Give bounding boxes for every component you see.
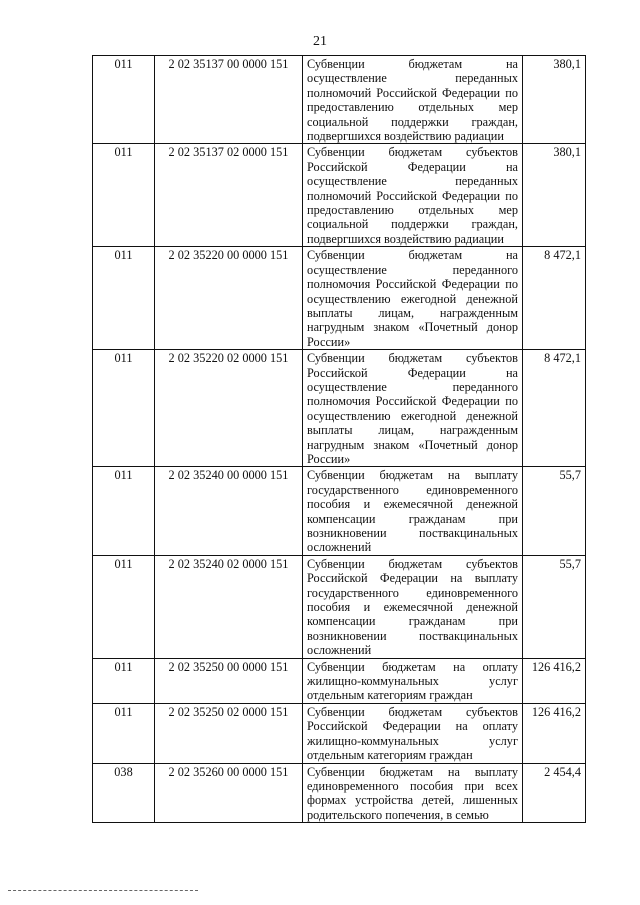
- amount-cell: 8 472,1: [523, 247, 586, 350]
- amount-cell: 126 416,2: [523, 703, 586, 763]
- table-row: [93, 703, 586, 763]
- admin-code-cell: 011: [93, 703, 155, 763]
- admin-code-cell: 011: [93, 350, 155, 467]
- table-row: [93, 658, 586, 703]
- income-name-cell: Субвенции бюджетам субъектов Российской Федерации на оплату жилищно-коммунальных услуг отдельным категориям граждан: [303, 703, 523, 763]
- table-body: [93, 56, 586, 823]
- footnote-divider: [8, 890, 198, 891]
- budget-code-cell: 2 02 35250 02 0000 151: [155, 703, 303, 763]
- admin-code-cell: 011: [93, 467, 155, 555]
- table-row: [93, 144, 586, 247]
- budget-code-cell: 2 02 35137 00 0000 151: [155, 56, 303, 144]
- income-name-cell: Субвенции бюджетам на осуществление переданного полномочия Российской Федерации по осуществлению ежегодной денежной выплаты лицам, награжденным нагрудным знаком «Почетный донор России»: [303, 247, 523, 350]
- page-number: 21: [313, 34, 327, 49]
- amount-cell: 126 416,2: [523, 658, 586, 703]
- budget-code-cell: 2 02 35240 00 0000 151: [155, 467, 303, 555]
- table-row: [93, 763, 586, 823]
- table-row: [93, 467, 586, 555]
- table-row: [93, 350, 586, 467]
- income-name-cell: Субвенции бюджетам субъектов Российской Федерации на осуществление переданного полномочия Российской Федерации по осуществлению ежегодной денежной выплаты лицам, награжденным нагрудным знаком «Почетный донор России»: [303, 350, 523, 467]
- budget-code-cell: 2 02 35137 02 0000 151: [155, 144, 303, 247]
- amount-cell: 55,7: [523, 555, 586, 658]
- table-row: [93, 247, 586, 350]
- table-row: [93, 555, 586, 658]
- table-row: [93, 56, 586, 144]
- admin-code-cell: 011: [93, 247, 155, 350]
- amount-cell: 380,1: [523, 56, 586, 144]
- income-name-cell: Субвенции бюджетам на оплату жилищно-коммунальных услуг отдельным категориям граждан: [303, 658, 523, 703]
- budget-code-cell: 2 02 35240 02 0000 151: [155, 555, 303, 658]
- admin-code-cell: 011: [93, 658, 155, 703]
- budget-code-cell: 2 02 35260 00 0000 151: [155, 763, 303, 823]
- admin-code-cell: 011: [93, 555, 155, 658]
- income-name-cell: Субвенции бюджетам субъектов Российской Федерации на выплату государственного единовременного пособия и ежемесячной денежной компенсации гражданам при возникновении поствакцинальных осложнений: [303, 555, 523, 658]
- budget-code-cell: 2 02 35220 00 0000 151: [155, 247, 303, 350]
- amount-cell: 55,7: [523, 467, 586, 555]
- income-name-cell: Субвенции бюджетам субъектов Российской Федерации на осуществление переданных полномочий Российской Федерации по предоставлению отдельных мер социальной поддержки граждан, подвергшихся воздействию радиации: [303, 144, 523, 247]
- amount-cell: 380,1: [523, 144, 586, 247]
- income-name-cell: Субвенции бюджетам на выплату единовременного пособия при всех формах устройства детей, лишенных родительского попечения, в семью: [303, 763, 523, 823]
- amount-cell: 8 472,1: [523, 350, 586, 467]
- income-name-cell: Субвенции бюджетам на выплату государственного единовременного пособия и ежемесячной денежной компенсации гражданам при возникновении поствакцинальных осложнений: [303, 467, 523, 555]
- budget-code-cell: 2 02 35250 00 0000 151: [155, 658, 303, 703]
- budget-table: [92, 55, 586, 823]
- budget-code-cell: 2 02 35220 02 0000 151: [155, 350, 303, 467]
- admin-code-cell: 011: [93, 56, 155, 144]
- amount-cell: 2 454,4: [523, 763, 586, 823]
- admin-code-cell: 011: [93, 144, 155, 247]
- admin-code-cell: 038: [93, 763, 155, 823]
- income-name-cell: Субвенции бюджетам на осуществление переданных полномочий Российской Федерации по предоставлению отдельных мер социальной поддержки граждан, подвергшихся воздействию радиации: [303, 56, 523, 144]
